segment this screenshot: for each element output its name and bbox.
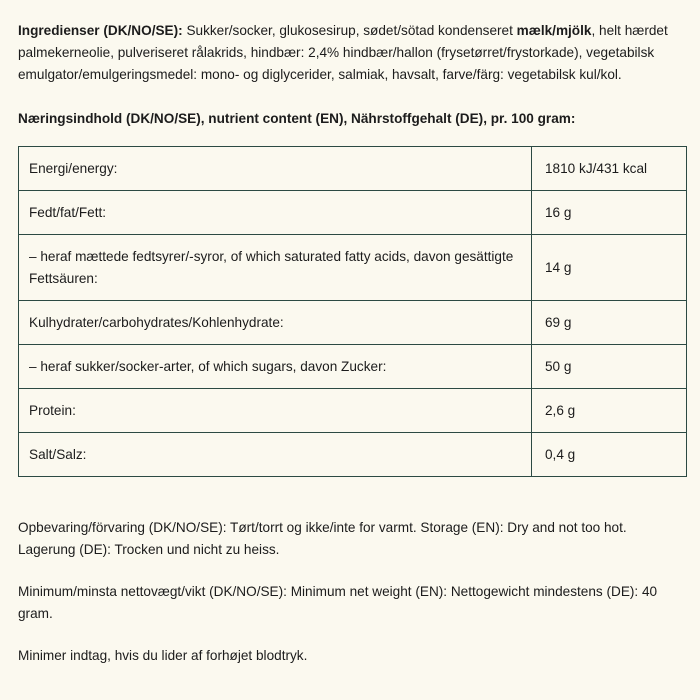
nutrient-label: Kulhydrater/carbohydrates/Kohlenhydrate: (19, 301, 532, 345)
nutrient-label: – heraf mættede fedtsyrer/-syror, of which saturated fatty acids, davon gesättigte Fettsäuren: (19, 235, 532, 301)
nutrient-value: 16 g (532, 191, 687, 235)
storage-paragraph: Opbevaring/förvaring (DK/NO/SE): Tørt/torrt og ikke/inte for varmt. Storage (EN): Dry and not too hot. Lagerung (DE): Trocken und nicht zu heiss. (18, 520, 627, 557)
nutrient-label: Salt/Salz: (19, 433, 532, 477)
table-row (19, 301, 687, 345)
nutrient-label: – heraf sukker/socker-arter, of which sugars, davon Zucker: (19, 345, 532, 389)
ingredients-text-part-2: , helt hærdet palmekerneolie, pulveriseret rålakrids, hindbær: 2,4% hindbær/hallon (frysetørret/frystorkade), vegetabilsk emulgator/emulgeringsmedel: mono- og diglycerider, salmiak, havsalt, farve/färg: vegetabilsk kul/kol. (18, 23, 668, 82)
table-row (19, 191, 687, 235)
ingredients-paragraph (18, 20, 682, 86)
nutrition-table (18, 146, 687, 477)
ingredients-text-part-1: Sukker/socker, glukosesirup, sødet/sötad kondenseret (182, 23, 517, 38)
nutrition-heading: Næringsindhold (DK/NO/SE), nutrient content (EN), Nährstoffgehalt (DE), pr. 100 gram: (18, 111, 576, 126)
product-info-page (18, 20, 682, 667)
nutrient-value: 69 g (532, 301, 687, 345)
nutrient-label: Energi/energy: (19, 147, 532, 191)
nutrient-value: 1810 kJ/431 kcal (532, 147, 687, 191)
ingredients-bold-milk: mælk/mjölk (516, 23, 592, 38)
nutrient-value: 50 g (532, 345, 687, 389)
blood-pressure-warning: Minimer indtag, hvis du lider af forhøjet blodtryk. (18, 648, 308, 663)
ingredients-label: Ingredienser (DK/NO/SE): (18, 23, 183, 38)
nutrient-label: Fedt/fat/Fett: (19, 191, 532, 235)
nutrient-value: 0,4 g (532, 433, 687, 477)
nutrient-value: 2,6 g (532, 389, 687, 433)
table-row (19, 235, 687, 301)
table-row (19, 389, 687, 433)
table-row (19, 345, 687, 389)
table-row (19, 147, 687, 191)
table-row (19, 433, 687, 477)
nutrient-value: 14 g (532, 235, 687, 301)
nutrient-label: Protein: (19, 389, 532, 433)
net-weight-paragraph: Minimum/minsta nettovægt/vikt (DK/NO/SE): Minimum net weight (EN): Nettogewicht mindestens (DE): 40 gram. (18, 584, 658, 621)
